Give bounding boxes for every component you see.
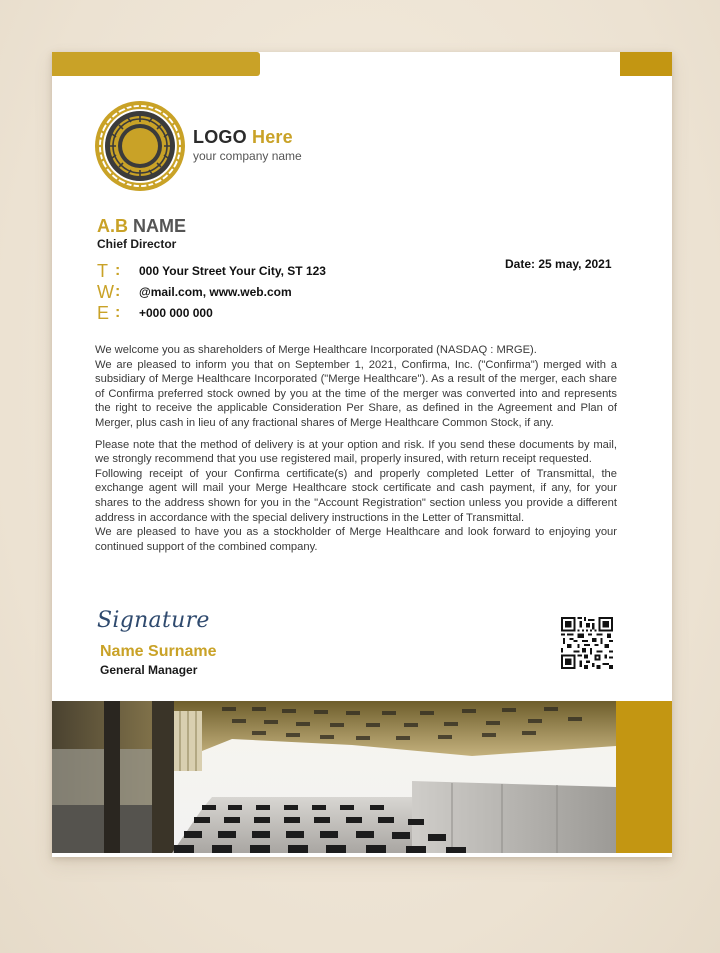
letterhead-page — [52, 52, 672, 857]
body-paragraph: We are pleased to inform you that on September 1, 2021, Confirma, Inc. ("Confirma") merged with a subsidiary of Merge Healthcare Incorporated ("Merge Healthcare"). As a result of the merger, each share of Confirma preferred stock owned by you at the time of the merger was converted into and represents the right to receive the applicable Consideration Per Share, as defined in the Agreement and Plan of Merger, plus cash in lieu of any fractional shares of Merge Healthcare Common Stock, if any. — [95, 358, 617, 429]
contact-phone: +000 000 000 — [139, 305, 213, 320]
signature: Signature — [97, 608, 210, 633]
contact-web[interactable]: @mail.com, www.web.com — [139, 284, 292, 299]
sender-title: Chief Director — [97, 237, 177, 251]
bottom-right-gold-bar — [616, 701, 672, 853]
contact-letter: W — [97, 281, 114, 302]
top-right-gold-bar — [620, 52, 672, 76]
contact-row-phone — [97, 302, 326, 323]
logo-title-accent: Here — [252, 127, 293, 147]
contact-separator: : — [115, 282, 121, 300]
contact-row-web — [97, 281, 326, 302]
top-left-gold-bar — [52, 52, 260, 76]
logo-title — [193, 127, 302, 147]
contact-letter: E — [97, 302, 110, 323]
body-paragraph: We are pleased to have you as a stockholder of Merge Healthcare and look forward to enjoying your continued support of the combined company. — [95, 526, 617, 553]
sender-block — [97, 216, 186, 251]
signer-role: General Manager — [100, 663, 198, 677]
contact-separator: : — [115, 303, 121, 321]
body-paragraph: Following receipt of your Confirma certificate(s) and properly completed Letter of Transmittal, the exchange agent will mail your Merge Healthcare stock certificate and cash payment, if any, for your shares to the address shown for you in the "Account Registration" section unless you provide a different address in accordance with the special delivery instructions in the Letter of Transmittal. — [95, 467, 617, 524]
letter-body — [95, 343, 617, 554]
logo-title-main: LOGO — [193, 127, 247, 147]
signer-name: Name Surname — [100, 643, 217, 660]
contact-row-address — [97, 260, 326, 281]
contact-address: 000 Your Street Your City, ST 123 — [139, 263, 326, 278]
contact-letter: T — [97, 260, 108, 281]
qr-code-icon — [560, 617, 614, 669]
contact-list — [97, 260, 326, 323]
sender-initials: A.B — [97, 216, 128, 236]
contact-separator: : — [115, 261, 121, 279]
ornate-circle-emblem-icon — [94, 100, 186, 192]
company-name: your company name — [193, 149, 302, 163]
body-paragraph: We welcome you as shareholders of Merge Healthcare Incorporated (NASDAQ : MRGE). — [95, 344, 537, 356]
logo-text — [193, 127, 302, 163]
sender-surname: NAME — [133, 216, 187, 236]
sender-name — [97, 216, 186, 236]
letter-date: Date: 25 may, 2021 — [505, 257, 612, 271]
body-paragraph: Please note that the method of delivery is at your option and risk. If you send these documents by mail, we strongly recommend that you use registered mail, properly insured, with return receipt requested. — [95, 438, 617, 466]
building-upward-view-photo — [52, 701, 616, 853]
